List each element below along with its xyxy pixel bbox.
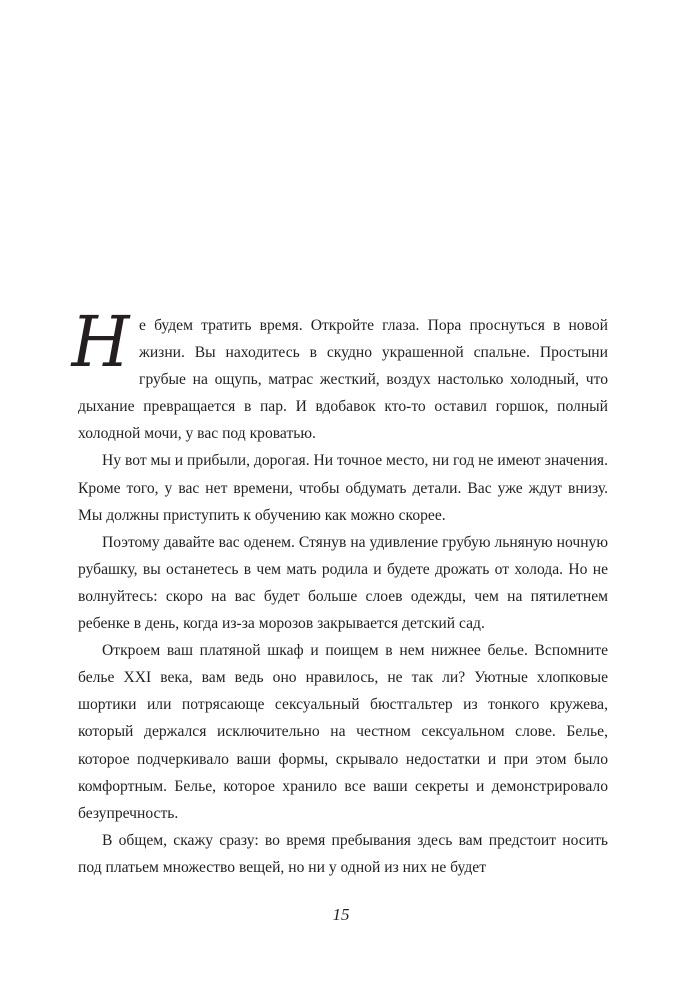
paragraph-3: Поэтому давайте вас оденем. Стянув на удивление грубую льняную ночную рубашку, вы останетесь в чем мать родила и будете дрожать от холода. Но не волнуйтесь: скоро на вас будет больше слоев одежды, чем на пятилетнем ребенке в день, когда из-за морозов закрывается детский сад. [78,533,608,633]
paragraph-2: Ну вот мы и прибыли, дорогая. Ни точное место, ни год не имеют значения. Кроме того, у вас нет времени, чтобы обдумать детали. Вас уже ждут внизу. Мы должны приступить к обучению как можно скорее. [78,452,608,524]
drop-cap: Н [71,301,130,383]
paragraph-5: В общем, скажу сразу: во время пребывания здесь вам предстоит носить под платьем множество вещей, но ни у одной из них не будет [78,831,608,876]
page-number: 15 [332,905,350,924]
paragraph-4: Откроем ваш платяной шкаф и поищем в нем нижнее белье. Вспомните белье XXI века, вам ведь оно нравилось, не так ли? Уютные хлопковые шортики или потрясающе сексуальный бюстгальтер из тонкого кружева, который держался исключительно на честном сексуальном слове. Белье, которое подчеркивало ваши формы, скрывало недостатки и при этом было комфортным. Белье, которое хранило все ваши секреты и демонстрировало безупречность. [78,642,608,822]
paragraph-1 [71,301,608,447]
paragraph-1-text: е будем тратить время. Откройте глаза. Пора проснуться в новой жизни. Вы находитесь в скудно украшенной спальне. Простыни грубые на ощупь, матрас жесткий, воздух настолько холодный, что дыхание превращается в пар. И вдобавок кто-то оставил горшок, полный холодной мочи, у вас под кроватью. [78,317,608,443]
body-text [71,301,608,881]
